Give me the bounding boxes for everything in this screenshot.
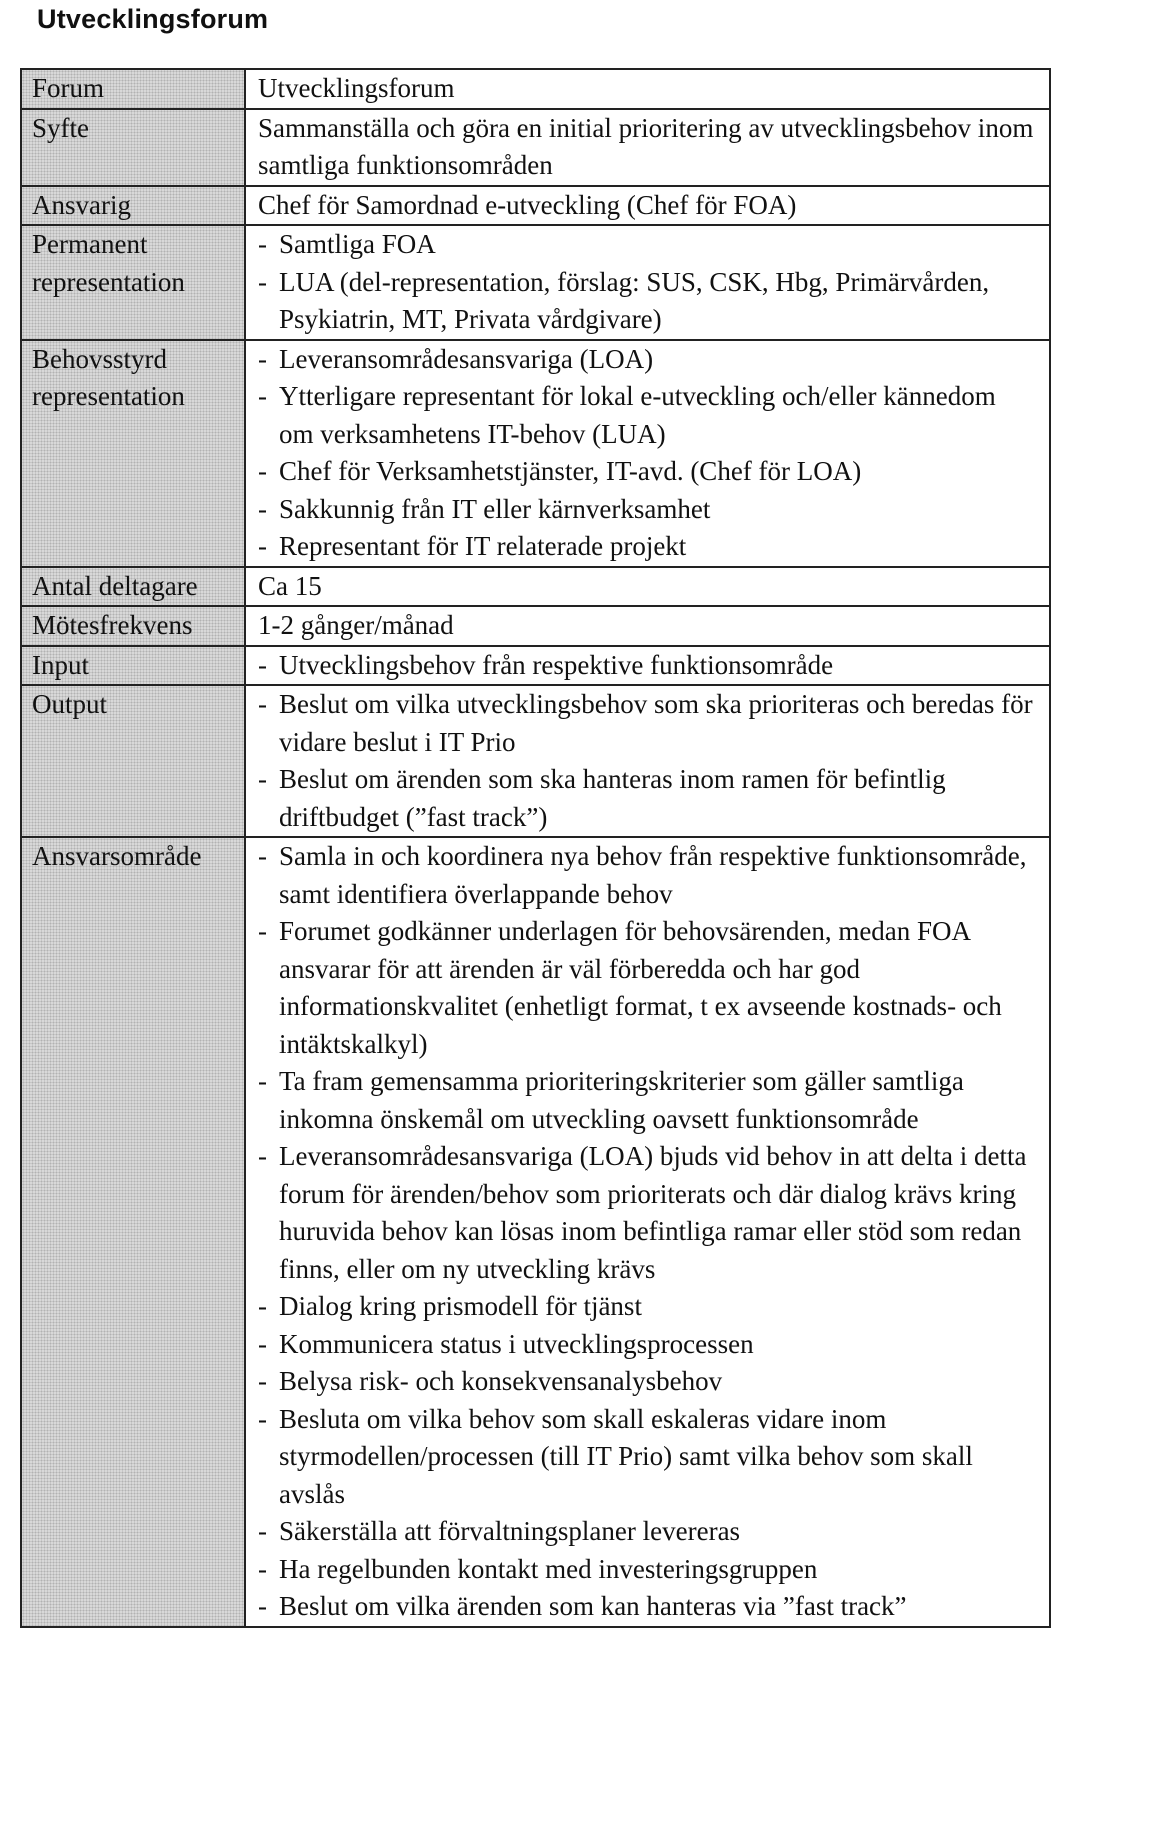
dash-bullet: - (258, 1291, 267, 1321)
row-value (245, 225, 1050, 340)
list-item (258, 1363, 1035, 1401)
list-item (258, 1138, 1035, 1288)
list-item-text: Kommunicera status i utvecklingsprocessen (279, 1328, 754, 1359)
list-item (258, 341, 1035, 379)
row-value: Chef för Samordnad e-utveckling (Chef för FOA) (245, 186, 1050, 226)
row-value: Ca 15 (245, 567, 1050, 607)
dash-bullet: - (258, 381, 267, 411)
list-item-text: Säkerställa att förvaltningsplaner levereras (279, 1516, 741, 1546)
table-row (21, 225, 1050, 340)
list-item-text: Leveransområdesansvariga (LOA) (279, 343, 654, 374)
list-item (258, 1326, 1035, 1364)
document-heading: Utvecklingsforum (37, 4, 269, 34)
list-item (258, 1551, 1035, 1589)
list-item (258, 913, 1035, 1063)
row-value (245, 837, 1050, 1627)
row-value (245, 685, 1050, 837)
list-item-text: Belysa risk- och konsekvensanalysbehov (279, 1366, 723, 1396)
forum-table (20, 68, 1051, 1628)
table-row (21, 340, 1050, 567)
list-item-text: Samtliga FOA (279, 229, 436, 259)
list-item (258, 1288, 1035, 1326)
dash-bullet: - (258, 916, 267, 946)
dash-bullet: - (258, 764, 267, 794)
list-item (258, 761, 1035, 836)
dash-bullet: - (258, 1141, 267, 1171)
list-item-text: Beslut om vilka utvecklingsbehov som ska prioriteras och beredas för vidare beslut i IT Prio (279, 689, 1033, 757)
list-item-text: Ha regelbunden kontakt med investeringsgruppen (279, 1553, 818, 1584)
list-item-text: Leveransområdesansvariga (LOA) bjuds vid behov in att delta i detta forum för ärenden/behov som prioriterats och där dialog krävs kring huruvida behov kan lösas inom befintliga ramar eller stöd som redan finns, eller om ny utveckling krävs (279, 1141, 1027, 1284)
list-item (258, 378, 1035, 453)
dash-bullet: - (258, 229, 267, 259)
row-label: Behovsstyrd representation (21, 340, 245, 567)
row-label: Antal deltagare (21, 567, 245, 607)
row-value: Utvecklingsforum (245, 69, 1050, 109)
list-item-text: Ytterligare representant för lokal e-utveckling och/eller kännedom om verksamhetens IT-behov (LUA) (279, 381, 996, 449)
list-item-text: Samla in och koordinera nya behov från respektive funktionsområde, samt identifiera överlappande behov (279, 841, 1027, 909)
dash-bullet: - (258, 1591, 267, 1621)
bullet-list (258, 647, 1035, 685)
list-item-text: Beslut om ärenden som ska hanteras inom ramen för befintlig driftbudget (”fast track”) (279, 764, 946, 832)
list-item (258, 686, 1035, 761)
list-item-text: Utvecklingsbehov från respektive funktionsområde (279, 649, 834, 680)
list-item (258, 1588, 1035, 1626)
row-value: 1-2 gånger/månad (245, 606, 1050, 646)
list-item (258, 491, 1035, 529)
list-item-text: Besluta om vilka behov som skall eskaleras vidare inom styrmodellen/processen (till IT Prio) samt vilka behov som skall avslås (279, 1403, 973, 1509)
bullet-list (258, 341, 1035, 566)
dash-bullet: - (258, 1066, 267, 1096)
dash-bullet: - (258, 1516, 267, 1546)
list-item-text: LUA (del-representation, förslag: SUS, CSK, Hbg, Primärvården, Psykiatrin, MT, Privata vårdgivare) (279, 266, 990, 334)
row-value: Sammanställa och göra en initial prioritering av utvecklingsbehov inom samtliga funktionsområden (245, 109, 1050, 186)
list-item-text: Ta fram gemensamma prioriteringskriterier som gäller samtliga inkomna önskemål om utveckling oavsett funktionsområde (279, 1066, 964, 1134)
list-item-text: Forumet godkänner underlagen för behovsärenden, medan FOA ansvarar för att ärenden är väl förberedda och har god informationskvalitet (enhetligt format, t ex avseende kostnads- och intäktskalkyl) (279, 916, 1002, 1059)
table-row (21, 646, 1050, 686)
dash-bullet: - (258, 1553, 267, 1584)
row-label: Mötesfrekvens (21, 606, 245, 646)
bullet-list (258, 838, 1035, 1626)
dash-bullet: - (258, 689, 267, 719)
list-item-text: Dialog kring prismodell för tjänst (279, 1291, 642, 1321)
list-item (258, 647, 1035, 685)
dash-bullet: - (258, 841, 267, 871)
dash-bullet: - (258, 1328, 267, 1359)
row-value (245, 646, 1050, 686)
table-row (21, 567, 1050, 607)
table-row (21, 606, 1050, 646)
table-row (21, 186, 1050, 226)
row-label: Input (21, 646, 245, 686)
table-row (21, 109, 1050, 186)
row-value (245, 340, 1050, 567)
bullet-list (258, 686, 1035, 836)
table-row (21, 69, 1050, 109)
list-item-text: Sakkunnig från IT eller kärnverksamhet (279, 493, 711, 524)
dash-bullet: - (258, 649, 267, 680)
list-item (258, 226, 1035, 264)
row-label: Ansvarig (21, 186, 245, 226)
list-item (258, 1063, 1035, 1138)
bullet-list (258, 226, 1035, 339)
list-item (258, 1513, 1035, 1551)
list-item (258, 528, 1035, 566)
list-item (258, 264, 1035, 339)
list-item-text: Chef för Verksamhetstjänster, IT-avd. (Chef för LOA) (279, 456, 862, 486)
dash-bullet: - (258, 493, 267, 524)
row-label: Syfte (21, 109, 245, 186)
dash-bullet: - (258, 343, 267, 374)
row-label: Permanent representation (21, 225, 245, 340)
row-label: Ansvarsområde (21, 837, 245, 1627)
dash-bullet: - (258, 456, 267, 486)
list-item (258, 453, 1035, 491)
list-item-text: Beslut om vilka ärenden som kan hanteras via ”fast track” (279, 1591, 907, 1621)
dash-bullet: - (258, 266, 267, 297)
row-label: Forum (21, 69, 245, 109)
dash-bullet: - (258, 1366, 267, 1396)
row-label: Output (21, 685, 245, 837)
dash-bullet: - (258, 1403, 267, 1434)
list-item (258, 838, 1035, 913)
list-item (258, 1401, 1035, 1514)
table-row (21, 837, 1050, 1627)
list-item-text: Representant för IT relaterade projekt (279, 531, 687, 561)
dash-bullet: - (258, 531, 267, 561)
table-row (21, 685, 1050, 837)
